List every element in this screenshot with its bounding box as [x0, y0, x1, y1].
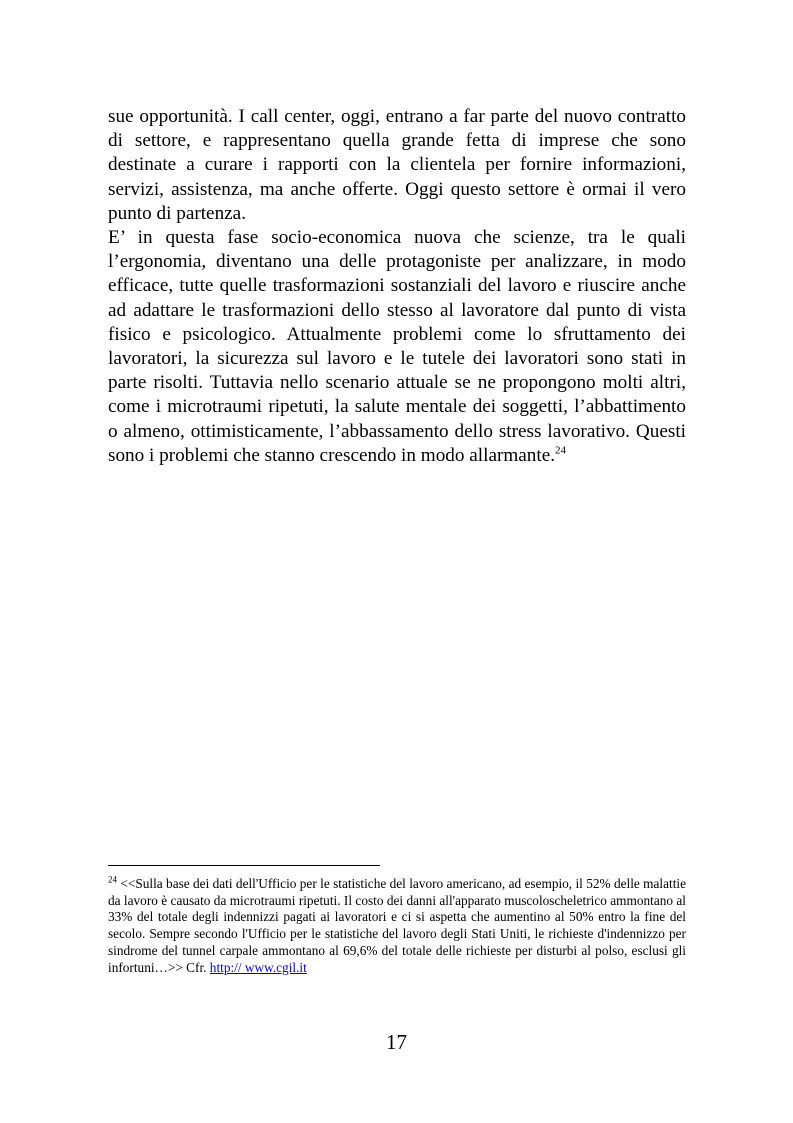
paragraph-1-text: sue opportunità. I call center, oggi, entrano a far parte del nuovo contratto di settore, e rappresentano quella grande fetta di imprese che sono destinate a curare i rapporti con la clientela per fornire informazioni, servizi, assistenza, ma anche offerte. Oggi questo settore è ormai il vero punto di partenza.: [108, 106, 686, 224]
footnote-cfr-label: Cfr.: [186, 959, 210, 975]
paragraph-2: [108, 226, 686, 468]
paragraph-2-text: E’ in questa fase socio-economica nuova che scienze, tra le quali l’ergonomia, diventano una delle protagoniste per analizzare, in modo efficace, tutte quelle trasformazioni sostanziali del lavoro e riuscire anche ad adattare le trasformazioni dello stesso al lavoratore dal punto di vista fisico e psicologico. Attualmente problemi come lo sfruttamento dei lavoratori, la sicurezza sul lavoro e le tutele dei lavoratori sono stati in parte risolti. Tuttavia nello scenario attuale se ne propongono molti altri, come i microtraumi ripetuti, la salute mentale dei soggetti, l’abbattimento o almeno, ottimisticamente, l’abbassamento dello stress lavorativo. Questi sono i problemi che stanno crescendo in modo allarmante.: [108, 227, 686, 466]
footnote-paragraph: [108, 876, 686, 976]
footnote: [108, 876, 686, 976]
paragraph-1: [108, 105, 686, 226]
footnote-text: <<Sulla base dei dati dell'Ufficio per le statistiche del lavoro americano, ad esempio, il 52% delle malattie da lavoro è causato da microtraumi ripetuti. Il costo dei danni all'apparato muscoloscheletrico ammontano al 33% del totale degli indennizzi pagati ai lavoratori e ci si aspetta che aumentino al 50% entro la fine del secolo. Sempre secondo l'Ufficio per le statistiche del lavoro degli Stati Uniti, le richieste d'indennizzo per sindrome del tunnel carpale ammontano al 69,6% del totale delle richieste per disturbi al polso, esclusi gli infortuni…>>: [108, 876, 686, 975]
page-number: 17: [386, 1030, 407, 1054]
main-text: [108, 105, 686, 468]
footnote-link[interactable]: http:// www.cgil.it: [209, 959, 307, 975]
footnote-number: 24: [108, 874, 117, 885]
footnote-separator: [108, 865, 380, 866]
footnote-reference[interactable]: 24: [555, 444, 567, 457]
